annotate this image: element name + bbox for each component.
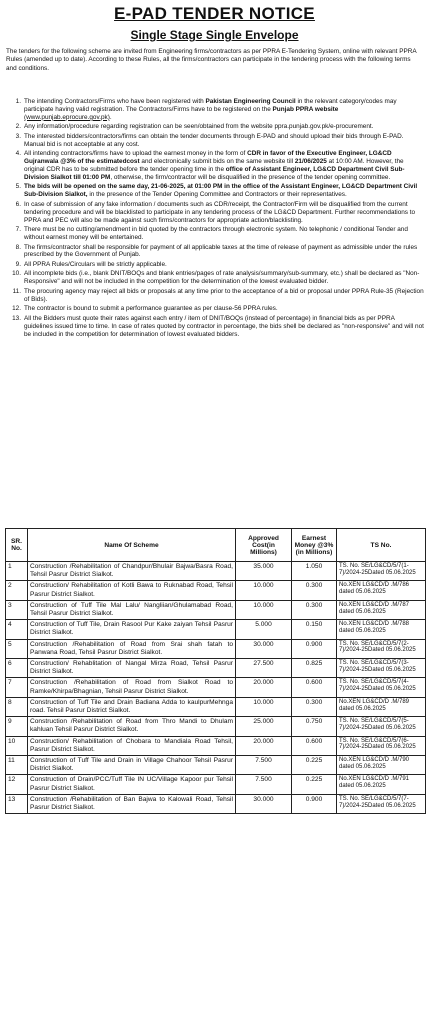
cell-scheme-name: Construction /Rehabilitation of Ban Bajwa to Kalowali Road, Tehsil Pasrur District Sialkot. bbox=[28, 794, 236, 813]
cell-ts-no: TS. No. SE/LG&CD/5/7(4-7)/2024-25Dated 05.06.2025 bbox=[337, 678, 426, 697]
cell-sr-no: 13 bbox=[6, 794, 28, 813]
clause-item bbox=[6, 270, 424, 286]
clause-text bbox=[24, 315, 424, 339]
cell-ts-no: TS. No. SE/LG&CD/5/7(3-7)/2024-25Dated 05.06.2025 bbox=[337, 659, 426, 678]
cell-earnest-money: 0.600 bbox=[292, 736, 337, 755]
clause-item bbox=[6, 315, 424, 339]
clause-number: 5. bbox=[15, 183, 21, 191]
clause-number: 9. bbox=[15, 260, 21, 268]
table-row bbox=[6, 678, 426, 697]
cell-earnest-money: 0.225 bbox=[292, 775, 337, 794]
clause-text-run: at 10:00 AM. However, the original CDR has to be submitted before the tender opening time in the bbox=[24, 158, 404, 174]
clause-text-run: office of Assistant Engineer, LG&CD Department Civil Sub-Division Sialkot till 01:00 PM bbox=[24, 166, 405, 181]
cell-sr-no: 8 bbox=[6, 697, 28, 716]
table-row bbox=[6, 756, 426, 775]
table-header-row bbox=[6, 529, 426, 562]
clause-text-run: Pakistan Engineering Council bbox=[205, 98, 296, 105]
cell-earnest-money: 0.900 bbox=[292, 794, 337, 813]
cell-scheme-name: Construction of Tuff Tile and Drain Badiana Adda to kaulpurMehnga road. Tehsil Pasrur District Sialkot. bbox=[28, 697, 236, 716]
cell-approved-cost: 10.000 bbox=[236, 697, 292, 716]
cell-earnest-money: 0.300 bbox=[292, 697, 337, 716]
cell-scheme-name: Construction of Tuff Tile, Drain Rasool Pur Kake zaiyan Tehsil Pasrur District Sialkot. bbox=[28, 620, 236, 639]
clause-text bbox=[24, 150, 424, 182]
clause-number: 8. bbox=[15, 243, 21, 251]
table-row bbox=[6, 581, 426, 600]
clause-text bbox=[24, 226, 424, 242]
cell-scheme-name: Construction/ Rehabilitation of Kotli Bawa to Ruknabad Road, Tehsil Pasrur District Sialkot. bbox=[28, 581, 236, 600]
clause-text-run: The bids will be opened on the same day, 21-06-2025, at 01:00 PM in the office of the Assistant Engineer, LG&CD Department Civil Sub-Division Sialkot, bbox=[24, 183, 418, 199]
clause-text-run: and electronically submit bids on the same website till bbox=[139, 158, 295, 166]
cell-scheme-name: Construction/ Rehabilitation of Chobara to Mandiala Road Tehsil, Pasrur District Sialkot. bbox=[28, 736, 236, 755]
clause-text bbox=[24, 305, 424, 313]
clause-text-run: The intending Contractors/Firms who have been registered with bbox=[24, 98, 206, 105]
cell-sr-no: 7 bbox=[6, 678, 28, 697]
cell-scheme-name: Construction /Rehabilitation of Road from Sialkot Road to Ramke/Khirpa/Bhagnian, Tehsil Pasrur District Sialkot. bbox=[28, 678, 236, 697]
clause-item bbox=[6, 133, 424, 149]
clause-number: 6. bbox=[15, 200, 21, 208]
clause-item bbox=[6, 226, 424, 242]
clause-number: 2. bbox=[15, 123, 21, 131]
clause-text-run: In case of submission of any fake information / documents such as CDR/receipt, the Contractor/Firm will be disqualified from the current tendering procedure and will be blacklisted to participate in any tendering process of the LG&CD Department. Further recommendations to PPRA and PEC will also be made against such firms/contractors for appropriate action/blacklisting. bbox=[24, 200, 416, 224]
cell-sr-no: 5 bbox=[6, 639, 28, 658]
clause-text-run: CDR in favor of the Executive Engineer, LG&CD Gujranwala @3% of the estimatedcost bbox=[24, 150, 392, 166]
table-row bbox=[6, 659, 426, 678]
cell-approved-cost: 27.500 bbox=[236, 659, 292, 678]
cell-approved-cost: 20.000 bbox=[236, 678, 292, 697]
cell-sr-no: 9 bbox=[6, 717, 28, 736]
clause-text-run: (www.punjab.eprocure.gov.pk) bbox=[24, 113, 110, 121]
clause-item bbox=[6, 98, 424, 122]
clause-text-run: in the presence of the Tender Opening Committee and Contractors or their representatives. bbox=[87, 191, 347, 199]
clause-text-run: All intending contractors/firms have to upload the earnest money in the form of bbox=[24, 150, 248, 158]
cell-sr-no: 3 bbox=[6, 600, 28, 619]
clause-number: 13. bbox=[12, 314, 21, 322]
header-ts-no: TS No. bbox=[337, 529, 426, 562]
clause-number: 3. bbox=[15, 132, 21, 140]
table-row bbox=[6, 794, 426, 813]
table-row bbox=[6, 600, 426, 619]
clause-item bbox=[6, 244, 424, 260]
clause-number: 7. bbox=[15, 226, 21, 234]
clause-text-run: . bbox=[109, 113, 112, 121]
cell-earnest-money: 0.600 bbox=[292, 678, 337, 697]
cell-ts-no: TS. No. SE/LG&CD/5/7(5-7)/2024-25Dated 05.06.2025 bbox=[337, 717, 426, 736]
table-row bbox=[6, 639, 426, 658]
clause-item bbox=[6, 305, 424, 313]
terms-and-conditions-list bbox=[6, 98, 424, 340]
clause-item bbox=[6, 261, 424, 269]
cell-ts-no: TS. No. SE/LG&CD/5/7(6-7)/2024-25Dated 05.06.2025 bbox=[337, 736, 426, 755]
cell-earnest-money: 0.750 bbox=[292, 717, 337, 736]
clause-item bbox=[6, 288, 424, 304]
clause-text-run: All the Bidders must quote their rates against each entry / item of DNIT/BOQs (instead of percentage) in financial bids as per PPRA guidelines issued time to time. In case of rates quoted by contractor in percentage, the bids shell be declared as "non-responsive" and will not be included in the competition for determination of lowest evaluated bidders. bbox=[24, 314, 424, 338]
cell-earnest-money: 1.050 bbox=[292, 562, 337, 581]
table-row bbox=[6, 697, 426, 716]
clause-number: 1. bbox=[15, 98, 21, 105]
clause-text-run: Punjab PPRA website bbox=[272, 105, 339, 113]
cell-earnest-money: 0.225 bbox=[292, 756, 337, 775]
table-row bbox=[6, 775, 426, 794]
clause-text-run: The interested bidders/contractors/firms can obtain the tender documents through E-PAD and should upload their bids through E-PAD. Manual bid is not acceptable at any cost. bbox=[24, 132, 404, 148]
cell-approved-cost: 5.000 bbox=[236, 620, 292, 639]
clause-item bbox=[6, 150, 424, 182]
clause-text bbox=[24, 288, 424, 304]
clause-item bbox=[6, 201, 424, 225]
clause-text-run: All PPRA Rules/Circulars will be strictly applicable. bbox=[24, 260, 167, 268]
clause-text-run: All incomplete bids (i.e., blank DNIT/BOQs and blank entries/pages of rate analysis/summary/sub-summary, etc.) shall be declared as "Non-Responsive" and will not be included in the competition for the determination of the lowest evaluated bidder. bbox=[24, 270, 420, 286]
header-scheme-name: Name Of Scheme bbox=[28, 529, 236, 562]
cell-ts-no: TS. No. SE/LG&CD/5/7(2-7)/2024-25Dated 05.06.2025 bbox=[337, 639, 426, 658]
clause-item bbox=[6, 123, 424, 131]
cell-scheme-name: Construction /Rehabilitation of Road from Thro Mandi to Dhulam kahluan Tehsil Pasrur District Sialkot. bbox=[28, 717, 236, 736]
clause-text-run: The procuring agency may reject all bids or proposals at any time prior to the acceptance of a bid or proposal under PPRA Rule-35 (Rejection of Bids). bbox=[24, 287, 424, 303]
cell-ts-no: No.XEN LG&CD/D .M/786 dated 05.06.2025 bbox=[337, 581, 426, 600]
cell-scheme-name: Construction/ Rehablitation of Nangal Mirza Road, Tehsil Pasrur District Sialkot. bbox=[28, 659, 236, 678]
cell-earnest-money: 0.150 bbox=[292, 620, 337, 639]
cell-earnest-money: 0.300 bbox=[292, 600, 337, 619]
cell-approved-cost: 35.000 bbox=[236, 562, 292, 581]
cell-ts-no: No.XEN LG&CD/D .M/789 dated 05.06.2025 bbox=[337, 697, 426, 716]
cell-approved-cost: 10.000 bbox=[236, 581, 292, 600]
table-row bbox=[6, 620, 426, 639]
clause-text-run: There must be no cutting/amendment in bid quoted by the contractors through electronic system. No telephonic / conditional Tender and without earnest money will be entertained. bbox=[24, 226, 408, 242]
clause-number: 12. bbox=[12, 305, 21, 313]
cell-ts-no: No.XEN LG&CD/D .M/791 dated 05.06.2025 bbox=[337, 775, 426, 794]
cell-sr-no: 2 bbox=[6, 581, 28, 600]
clause-text bbox=[24, 270, 424, 286]
cell-earnest-money: 0.300 bbox=[292, 581, 337, 600]
clause-number: 10. bbox=[12, 270, 21, 278]
cell-sr-no: 10 bbox=[6, 736, 28, 755]
cell-ts-no: No.XEN LG&CD/D .M/788 dated 05.06.2025 bbox=[337, 620, 426, 639]
clause-text-run: The contractor is bound to submit a performance guarantee as per clause-56 PPRA rules. bbox=[24, 305, 278, 313]
table-row bbox=[6, 736, 426, 755]
cell-scheme-name: Construction /Rehabilitation of Road from Srai shah fatah to Panwana Road, Tehsil Pasrur District Sialkot. bbox=[28, 639, 236, 658]
clause-text bbox=[24, 123, 424, 131]
clause-text bbox=[24, 261, 424, 269]
cell-scheme-name: Construction of Tuff Tile and Drain in Village Chahoor Tehsil Pasrur District Sialkot. bbox=[28, 756, 236, 775]
cell-approved-cost: 10.000 bbox=[236, 600, 292, 619]
cell-sr-no: 12 bbox=[6, 775, 28, 794]
cell-ts-no: No.XEN LG&CD/D .M/790 dated 05.06.2025 bbox=[337, 756, 426, 775]
clause-text-run: 21/06/2025 bbox=[294, 158, 327, 166]
clause-text bbox=[24, 183, 424, 199]
cell-approved-cost: 25.000 bbox=[236, 717, 292, 736]
clause-number: 11. bbox=[12, 287, 21, 295]
cell-ts-no: TS. No. SE/LG&CD/5/7(7-7)/2024-25Dated 05.06.2025 bbox=[337, 794, 426, 813]
clause-text-run: in the relevant category/codes may participate having valid registration. The Contractors/Firms have to be registered on the bbox=[24, 98, 397, 113]
header-sr-no: SR. No. bbox=[6, 529, 28, 562]
table-row bbox=[6, 562, 426, 581]
cell-ts-no: No.XEN LG&CD/D .M/787 dated 05.06.2025 bbox=[337, 600, 426, 619]
clause-text bbox=[24, 201, 424, 225]
clause-text bbox=[24, 133, 424, 149]
notice-subtitle: Single Stage Single Envelope bbox=[130, 28, 299, 42]
clause-text-run: The firms/contractor shall be responsible for payment of all applicable taxes at the time of release of payment as admissible under the rules prescribed by the Government of Punjab. bbox=[24, 243, 418, 259]
notice-intro: The tenders for the following scheme are invited from Engineering firms/contractors as per PPRA E-Tendering System, online with relevant PPRA Rules (amended up to date). According to these Rules, all the firms/contractors can participate in the tendering process with the following terms and conditions. bbox=[6, 48, 417, 72]
cell-ts-no: TS. No. SE/LG&CD/5/7(1-7)/2024-25Dated 05.06.2025 bbox=[337, 562, 426, 581]
cell-sr-no: 11 bbox=[6, 756, 28, 775]
cell-sr-no: 1 bbox=[6, 562, 28, 581]
cell-sr-no: 4 bbox=[6, 620, 28, 639]
header-earnest-money: Earnest Money @3%(in Millions) bbox=[292, 529, 337, 562]
table-row bbox=[6, 717, 426, 736]
cell-scheme-name: Construction of Drain/PCC/Tuff Tile IN UC/Village Kapoor pur Tehsil Pasrur District Sialkot. bbox=[28, 775, 236, 794]
cell-earnest-money: 0.900 bbox=[292, 639, 337, 658]
cell-scheme-name: Construction of Tuff Tile Mal Lalu/ Nangliian/Ghulamabad Road, Tehsil Pasrur District Sialkot. bbox=[28, 600, 236, 619]
clause-text-run: , otherwise, the firm/contractor will be disqualified in the presence of the tender opening committee. bbox=[110, 173, 391, 181]
clause-item bbox=[6, 183, 424, 199]
cell-approved-cost: 7.500 bbox=[236, 775, 292, 794]
clause-text-run: Any information/procedure regarding registration can be seen/obtained from the website ppra.punjab.gov.pk/e-procurement. bbox=[24, 123, 374, 131]
clause-text bbox=[24, 244, 424, 260]
cell-sr-no: 6 bbox=[6, 659, 28, 678]
schemes-table bbox=[5, 528, 426, 814]
notice-title: E-PAD TENDER NOTICE bbox=[114, 4, 315, 23]
clause-text bbox=[24, 98, 424, 122]
cell-approved-cost: 7.500 bbox=[236, 756, 292, 775]
cell-scheme-name: Construction /Rehabilitation of Chandpur/Bhulair Bajwa/Basra Road, Tehsil Pasrur District Sialkot. bbox=[28, 562, 236, 581]
header-approved-cost: Approved Cost(in Millions) bbox=[236, 529, 292, 562]
cell-approved-cost: 20.000 bbox=[236, 736, 292, 755]
cell-earnest-money: 0.825 bbox=[292, 659, 337, 678]
cell-approved-cost: 30.000 bbox=[236, 639, 292, 658]
clause-number: 4. bbox=[15, 150, 21, 158]
cell-approved-cost: 30.000 bbox=[236, 794, 292, 813]
